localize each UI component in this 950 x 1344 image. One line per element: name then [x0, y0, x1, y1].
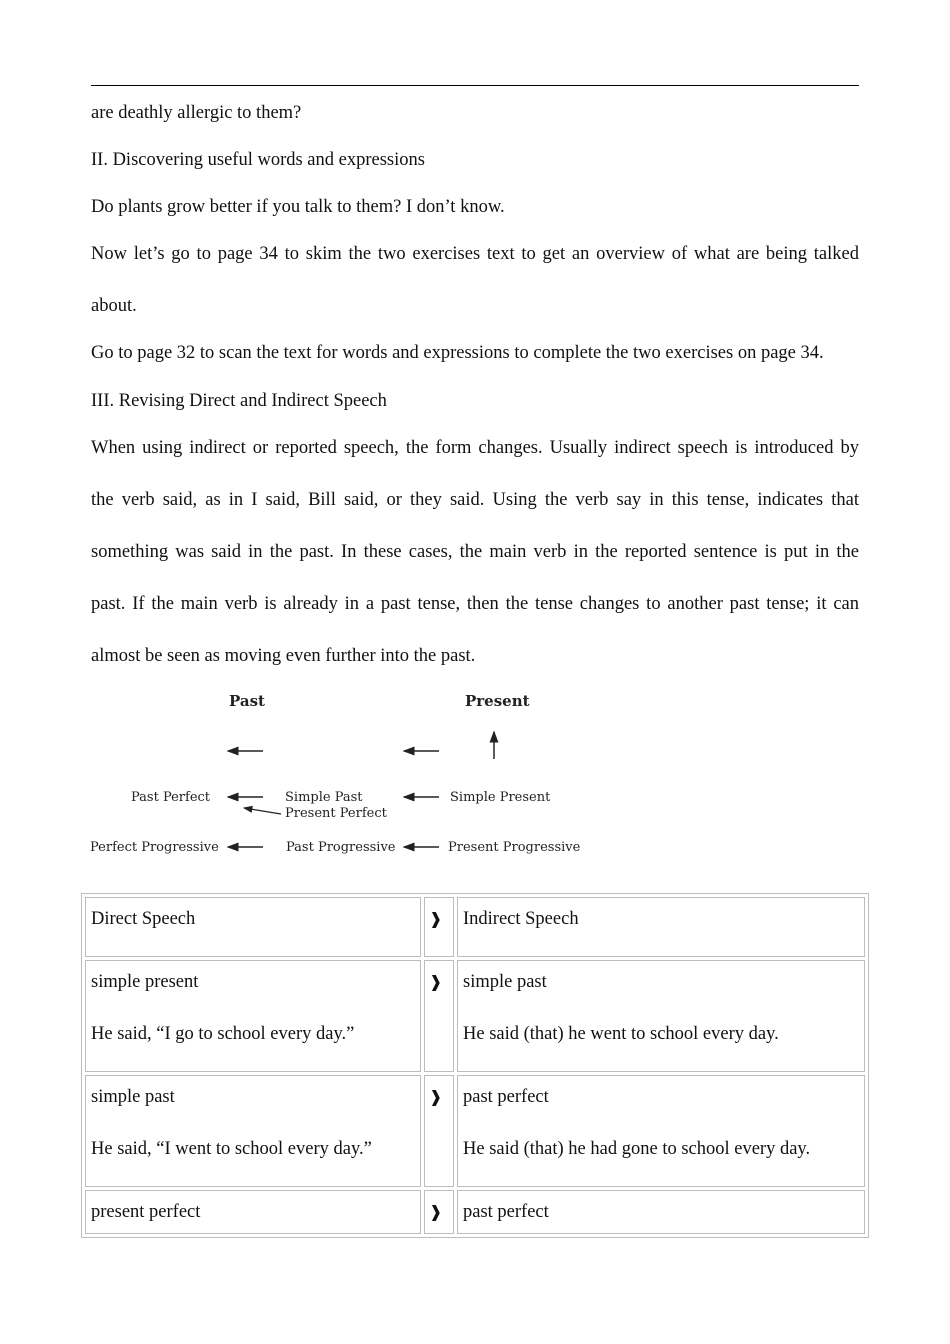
arrow-icon: ❱ [424, 897, 454, 957]
direct-cell: present perfect [85, 1190, 421, 1234]
indirect-cell [457, 1075, 865, 1187]
section-3-title: III. Revising Direct and Indirect Speech [91, 391, 387, 411]
tense-shift-diagram [85, 686, 585, 866]
overview-line-1: Now let’s go to page 34 to skim the two exercises text to get an overview of what are being talked [91, 244, 859, 264]
speech-para-line-4: past. If the main verb is already in a past tense, then the tense changes to another past tense; it can [91, 594, 859, 614]
diagram-past-progressive: Past Progressive [286, 840, 396, 855]
header-direct-speech: Direct Speech [85, 897, 421, 957]
arrow-icon: ❱ [424, 1190, 454, 1234]
section-2-title: II. Discovering useful words and expressions [91, 150, 425, 170]
table-header-row [85, 897, 865, 957]
indirect-tense: simple past [463, 972, 547, 992]
indirect-cell [457, 960, 865, 1072]
diagram-past-perfect: Past Perfect [131, 790, 211, 805]
diagram-perfect-progressive: Perfect Progressive [90, 840, 219, 855]
arrow-icon: ❱ [424, 960, 454, 1072]
diagram-present-label: Present [465, 692, 530, 710]
table-row [85, 1075, 865, 1187]
diagram-simple-past: Simple Past [285, 790, 363, 805]
diagram-past-label: Past [229, 692, 265, 710]
direct-example: He said, “I went to school every day.” [91, 1139, 372, 1159]
direct-example: He said, “I go to school every day.” [91, 1024, 355, 1044]
arrow-icon: ❱ [424, 1075, 454, 1187]
arrow-present-perfect-to-past-perfect [244, 808, 281, 814]
overview-line-2: about. [91, 296, 137, 316]
direct-cell [85, 960, 421, 1072]
speech-para-line-1: When using indirect or reported speech, the form changes. Usually indirect speech is introduced by [91, 438, 859, 458]
direct-cell [85, 1075, 421, 1187]
table-row [85, 1190, 865, 1234]
header-indirect-speech: Indirect Speech [457, 897, 865, 957]
table-row [85, 960, 865, 1072]
speech-conversion-table [81, 893, 869, 1238]
diagram-present-progressive: Present Progressive [448, 840, 581, 855]
speech-para-line-2: the verb said, as in I said, Bill said, or they said. Using the verb say in this tense, indicates that [91, 490, 859, 510]
speech-para-line-5: almost be seen as moving even further into the past. [91, 646, 476, 666]
indirect-cell: past perfect [457, 1190, 865, 1234]
header-rule [91, 85, 859, 86]
diagram-present-perfect: Present Perfect [285, 806, 387, 821]
text-line-allergic: are deathly allergic to them? [91, 103, 302, 123]
text-line-plants: Do plants grow better if you talk to them? I don’t know. [91, 197, 505, 217]
scan-instruction: Go to page 32 to scan the text for words and expressions to complete the two exercises on page 34. [91, 343, 824, 363]
direct-tense: simple past [91, 1087, 175, 1107]
indirect-tense: past perfect [463, 1087, 549, 1107]
diagram-simple-present: Simple Present [450, 790, 551, 805]
direct-tense: simple present [91, 972, 199, 992]
speech-para-line-3: something was said in the past. In these cases, the main verb in the reported sentence is put in the [91, 542, 859, 562]
indirect-example: He said (that) he went to school every day. [463, 1024, 779, 1044]
indirect-example: He said (that) he had gone to school every day. [463, 1139, 811, 1159]
